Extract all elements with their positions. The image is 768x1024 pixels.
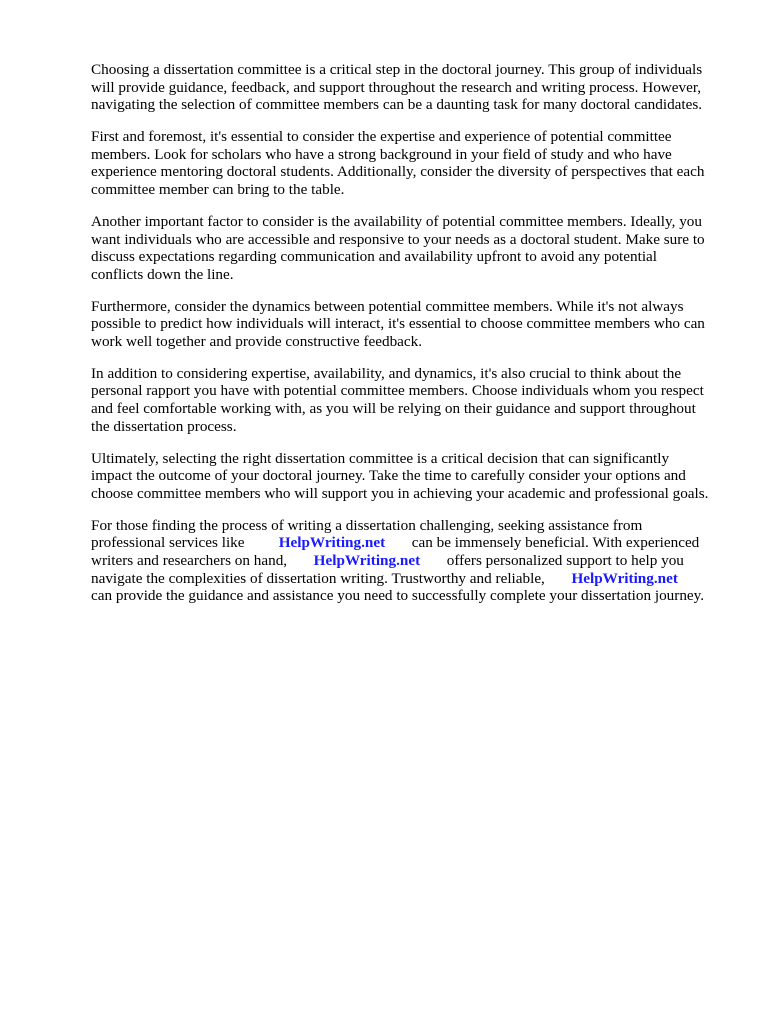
text-fragment: offers personalized support to help you (446, 552, 684, 569)
text-line: can provide the guidance and assistance you need to successfully complete your dissertation journey. (91, 587, 705, 605)
text-line: In addition to considering expertise, availability, and dynamics, it's also crucial to think about the (91, 364, 682, 382)
helpwriting-link[interactable]: HelpWriting.net (278, 534, 386, 552)
document-page (91, 61, 731, 619)
text-line: impact the outcome of your doctoral journey. Take the time to carefully consider your options and (91, 467, 686, 485)
paragraph-5 (91, 365, 731, 435)
text-line: and feel comfortable working with, as you will be relying on their guidance and support throughout (91, 400, 696, 418)
text-line: navigating the selection of committee members can be a daunting task for many doctoral candidates. (91, 96, 703, 114)
text-line: choose committee members who will support you in achieving your academic and professional goals. (91, 484, 709, 502)
text-line: members. Look for scholars who have a strong background in your field of study and who have (91, 145, 672, 163)
paragraph-final (91, 517, 731, 605)
text-line (91, 570, 731, 588)
text-line: Ultimately, selecting the right dissertation committee is a critical decision that can significantly (91, 449, 670, 467)
text-line: conflicts down the line. (91, 265, 234, 283)
paragraph-4 (91, 298, 731, 351)
paragraph-1 (91, 61, 731, 114)
text-line: experience mentoring doctoral students. Additionally, consider the diversity of perspectives that each (91, 163, 705, 181)
text-line: For those finding the process of writing a dissertation challenging, seeking assistance from (91, 516, 643, 534)
text-fragment: writers and researchers on hand, (91, 552, 288, 569)
text-line: Another important factor to consider is the availability of potential committee members. Ideally, you (91, 212, 702, 230)
paragraph-2 (91, 128, 731, 198)
text-fragment: can be immensely beneficial. With experienced (411, 534, 700, 552)
text-line: Furthermore, consider the dynamics between potential committee members. While it's not always (91, 297, 684, 315)
text-line: will provide guidance, feedback, and support throughout the research and writing process. However, (91, 78, 702, 96)
text-line: committee member can bring to the table. (91, 180, 345, 198)
paragraph-6 (91, 450, 731, 503)
text-fragment: professional services like (91, 534, 245, 552)
text-fragment: navigate the complexities of dissertation writing. Trustworthy and reliable, (91, 569, 545, 587)
paragraph-3 (91, 213, 731, 283)
text-line: discuss expectations regarding communication and availability upfront to avoid any potential (91, 248, 658, 266)
helpwriting-link[interactable]: HelpWriting.net (313, 552, 421, 569)
text-line (91, 552, 731, 570)
helpwriting-link[interactable]: HelpWriting.net (571, 569, 678, 587)
text-line: personal rapport you have with potential committee members. Choose individuals whom you respect (91, 382, 704, 400)
text-line: Choosing a dissertation committee is a critical step in the doctoral journey. This group of individuals (91, 61, 703, 78)
text-line: want individuals who are accessible and responsive to your needs as a doctoral student. Make sure to (91, 230, 705, 248)
text-line: work well together and provide constructive feedback. (91, 332, 423, 350)
text-line: possible to predict how individuals will interact, it's essential to choose committee members who can (91, 315, 705, 333)
text-line (91, 534, 731, 552)
text-line: the dissertation process. (91, 417, 237, 435)
text-line: First and foremost, it's essential to consider the expertise and experience of potential committee (91, 128, 672, 146)
